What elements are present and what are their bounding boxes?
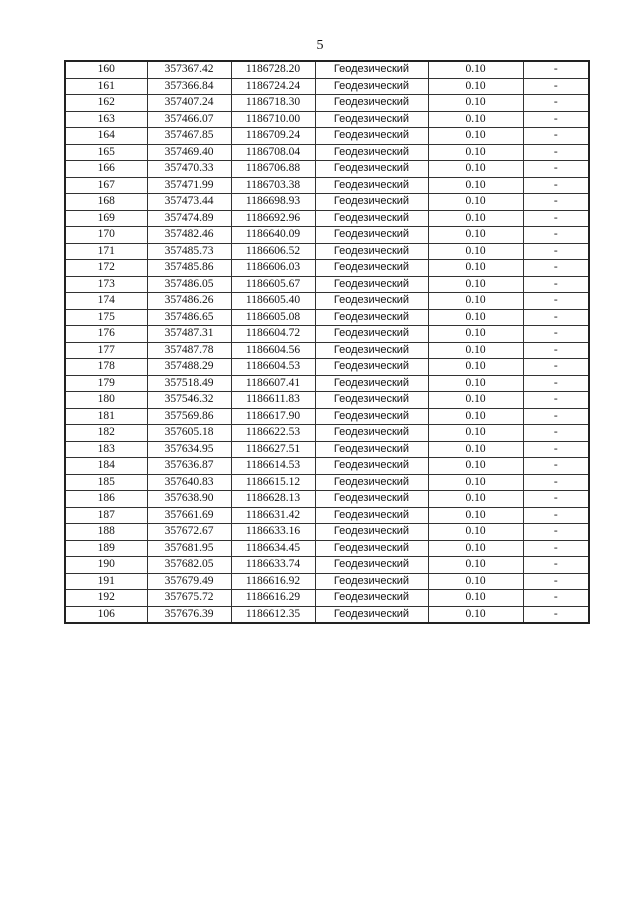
y-coordinate-cell: 1186604.53 (231, 359, 315, 376)
x-coordinate-cell: 357471.99 (147, 177, 231, 194)
description-cell: - (523, 177, 589, 194)
point-number-cell: 183 (65, 441, 147, 458)
method-cell: Геодезический (315, 95, 428, 112)
point-number-cell: 187 (65, 507, 147, 524)
x-coordinate-cell: 357482.46 (147, 227, 231, 244)
point-number-cell: 160 (65, 61, 147, 78)
accuracy-cell: 0.10 (428, 111, 523, 128)
coordinates-table (64, 60, 590, 624)
point-number-cell: 184 (65, 458, 147, 475)
point-number-cell: 177 (65, 342, 147, 359)
y-coordinate-cell: 1186718.30 (231, 95, 315, 112)
accuracy-cell: 0.10 (428, 227, 523, 244)
table-row (65, 243, 589, 260)
description-cell: - (523, 260, 589, 277)
y-coordinate-cell: 1186728.20 (231, 61, 315, 78)
description-cell: - (523, 458, 589, 475)
description-cell: - (523, 227, 589, 244)
accuracy-cell: 0.10 (428, 95, 523, 112)
table-row (65, 210, 589, 227)
description-cell: - (523, 309, 589, 326)
x-coordinate-cell: 357487.78 (147, 342, 231, 359)
page-number: 5 (316, 38, 324, 53)
accuracy-cell: 0.10 (428, 61, 523, 78)
y-coordinate-cell: 1186708.04 (231, 144, 315, 161)
description-cell: - (523, 359, 589, 376)
y-coordinate-cell: 1186724.24 (231, 78, 315, 95)
y-coordinate-cell: 1186616.92 (231, 573, 315, 590)
point-number-cell: 163 (65, 111, 147, 128)
method-cell: Геодезический (315, 458, 428, 475)
y-coordinate-cell: 1186634.45 (231, 540, 315, 557)
point-number-cell: 178 (65, 359, 147, 376)
point-number-cell: 170 (65, 227, 147, 244)
x-coordinate-cell: 357470.33 (147, 161, 231, 178)
table-row (65, 111, 589, 128)
accuracy-cell: 0.10 (428, 293, 523, 310)
table-row (65, 507, 589, 524)
description-cell: - (523, 210, 589, 227)
point-number-cell: 176 (65, 326, 147, 343)
accuracy-cell: 0.10 (428, 194, 523, 211)
table-row (65, 606, 589, 623)
method-cell: Геодезический (315, 524, 428, 541)
description-cell: - (523, 507, 589, 524)
x-coordinate-cell: 357676.39 (147, 606, 231, 623)
method-cell: Геодезический (315, 61, 428, 78)
x-coordinate-cell: 357467.85 (147, 128, 231, 145)
point-number-cell: 161 (65, 78, 147, 95)
x-coordinate-cell: 357486.05 (147, 276, 231, 293)
table-row (65, 194, 589, 211)
y-coordinate-cell: 1186616.29 (231, 590, 315, 607)
accuracy-cell: 0.10 (428, 524, 523, 541)
y-coordinate-cell: 1186622.53 (231, 425, 315, 442)
accuracy-cell: 0.10 (428, 507, 523, 524)
point-number-cell: 180 (65, 392, 147, 409)
table-row (65, 177, 589, 194)
y-coordinate-cell: 1186605.08 (231, 309, 315, 326)
method-cell: Геодезический (315, 573, 428, 590)
x-coordinate-cell: 357518.49 (147, 375, 231, 392)
point-number-cell: 168 (65, 194, 147, 211)
x-coordinate-cell: 357367.42 (147, 61, 231, 78)
accuracy-cell: 0.10 (428, 557, 523, 574)
description-cell: - (523, 326, 589, 343)
method-cell: Геодезический (315, 293, 428, 310)
table-row (65, 524, 589, 541)
method-cell: Геодезический (315, 342, 428, 359)
y-coordinate-cell: 1186631.42 (231, 507, 315, 524)
point-number-cell: 167 (65, 177, 147, 194)
accuracy-cell: 0.10 (428, 260, 523, 277)
description-cell: - (523, 243, 589, 260)
x-coordinate-cell: 357546.32 (147, 392, 231, 409)
table-row (65, 342, 589, 359)
table-row (65, 293, 589, 310)
description-cell: - (523, 392, 589, 409)
method-cell: Геодезический (315, 161, 428, 178)
description-cell: - (523, 491, 589, 508)
point-number-cell: 189 (65, 540, 147, 557)
description-cell: - (523, 161, 589, 178)
accuracy-cell: 0.10 (428, 144, 523, 161)
point-number-cell: 179 (65, 375, 147, 392)
coordinates-table-container (64, 60, 588, 624)
point-number-cell: 164 (65, 128, 147, 145)
method-cell: Геодезический (315, 227, 428, 244)
accuracy-cell: 0.10 (428, 474, 523, 491)
point-number-cell: 169 (65, 210, 147, 227)
method-cell: Геодезический (315, 590, 428, 607)
description-cell: - (523, 606, 589, 623)
x-coordinate-cell: 357487.31 (147, 326, 231, 343)
table-row (65, 95, 589, 112)
y-coordinate-cell: 1186605.40 (231, 293, 315, 310)
method-cell: Геодезический (315, 474, 428, 491)
table-row (65, 276, 589, 293)
method-cell: Геодезический (315, 111, 428, 128)
point-number-cell: 166 (65, 161, 147, 178)
description-cell: - (523, 144, 589, 161)
table-row (65, 590, 589, 607)
y-coordinate-cell: 1186698.93 (231, 194, 315, 211)
y-coordinate-cell: 1186640.09 (231, 227, 315, 244)
method-cell: Геодезический (315, 128, 428, 145)
x-coordinate-cell: 357473.44 (147, 194, 231, 211)
description-cell: - (523, 128, 589, 145)
x-coordinate-cell: 357679.49 (147, 573, 231, 590)
x-coordinate-cell: 357636.87 (147, 458, 231, 475)
method-cell: Геодезический (315, 78, 428, 95)
accuracy-cell: 0.10 (428, 606, 523, 623)
y-coordinate-cell: 1186703.38 (231, 177, 315, 194)
description-cell: - (523, 342, 589, 359)
point-number-cell: 191 (65, 573, 147, 590)
table-row (65, 573, 589, 590)
point-number-cell: 165 (65, 144, 147, 161)
x-coordinate-cell: 357485.86 (147, 260, 231, 277)
table-row (65, 540, 589, 557)
x-coordinate-cell: 357634.95 (147, 441, 231, 458)
x-coordinate-cell: 357466.07 (147, 111, 231, 128)
method-cell: Геодезический (315, 606, 428, 623)
table-row (65, 557, 589, 574)
method-cell: Геодезический (315, 425, 428, 442)
description-cell: - (523, 557, 589, 574)
y-coordinate-cell: 1186604.56 (231, 342, 315, 359)
table-row (65, 491, 589, 508)
table-row (65, 375, 589, 392)
method-cell: Геодезический (315, 507, 428, 524)
table-row (65, 392, 589, 409)
accuracy-cell: 0.10 (428, 359, 523, 376)
x-coordinate-cell: 357486.26 (147, 293, 231, 310)
method-cell: Геодезический (315, 276, 428, 293)
description-cell: - (523, 95, 589, 112)
y-coordinate-cell: 1186709.24 (231, 128, 315, 145)
accuracy-cell: 0.10 (428, 540, 523, 557)
accuracy-cell: 0.10 (428, 342, 523, 359)
x-coordinate-cell: 357569.86 (147, 408, 231, 425)
y-coordinate-cell: 1186633.74 (231, 557, 315, 574)
accuracy-cell: 0.10 (428, 309, 523, 326)
table-row (65, 260, 589, 277)
table-row (65, 309, 589, 326)
point-number-cell: 171 (65, 243, 147, 260)
accuracy-cell: 0.10 (428, 458, 523, 475)
method-cell: Геодезический (315, 375, 428, 392)
accuracy-cell: 0.10 (428, 573, 523, 590)
description-cell: - (523, 425, 589, 442)
table-row (65, 128, 589, 145)
x-coordinate-cell: 357681.95 (147, 540, 231, 557)
accuracy-cell: 0.10 (428, 590, 523, 607)
table-row (65, 227, 589, 244)
method-cell: Геодезический (315, 557, 428, 574)
description-cell: - (523, 474, 589, 491)
accuracy-cell: 0.10 (428, 128, 523, 145)
x-coordinate-cell: 357682.05 (147, 557, 231, 574)
description-cell: - (523, 111, 589, 128)
y-coordinate-cell: 1186607.41 (231, 375, 315, 392)
method-cell: Геодезический (315, 260, 428, 277)
y-coordinate-cell: 1186605.67 (231, 276, 315, 293)
x-coordinate-cell: 357488.29 (147, 359, 231, 376)
method-cell: Геодезический (315, 210, 428, 227)
y-coordinate-cell: 1186627.51 (231, 441, 315, 458)
method-cell: Геодезический (315, 309, 428, 326)
y-coordinate-cell: 1186611.83 (231, 392, 315, 409)
x-coordinate-cell: 357640.83 (147, 474, 231, 491)
description-cell: - (523, 590, 589, 607)
method-cell: Геодезический (315, 540, 428, 557)
x-coordinate-cell: 357661.69 (147, 507, 231, 524)
y-coordinate-cell: 1186614.53 (231, 458, 315, 475)
accuracy-cell: 0.10 (428, 326, 523, 343)
method-cell: Геодезический (315, 392, 428, 409)
table-row (65, 326, 589, 343)
description-cell: - (523, 573, 589, 590)
description-cell: - (523, 78, 589, 95)
x-coordinate-cell: 357366.84 (147, 78, 231, 95)
description-cell: - (523, 540, 589, 557)
table-row (65, 144, 589, 161)
accuracy-cell: 0.10 (428, 425, 523, 442)
x-coordinate-cell: 357469.40 (147, 144, 231, 161)
accuracy-cell: 0.10 (428, 392, 523, 409)
x-coordinate-cell: 357675.72 (147, 590, 231, 607)
method-cell: Геодезический (315, 441, 428, 458)
y-coordinate-cell: 1186617.90 (231, 408, 315, 425)
y-coordinate-cell: 1186710.00 (231, 111, 315, 128)
accuracy-cell: 0.10 (428, 177, 523, 194)
x-coordinate-cell: 357672.67 (147, 524, 231, 541)
method-cell: Геодезический (315, 177, 428, 194)
point-number-cell: 174 (65, 293, 147, 310)
x-coordinate-cell: 357605.18 (147, 425, 231, 442)
point-number-cell: 188 (65, 524, 147, 541)
table-row (65, 441, 589, 458)
point-number-cell: 181 (65, 408, 147, 425)
description-cell: - (523, 524, 589, 541)
method-cell: Геодезический (315, 326, 428, 343)
accuracy-cell: 0.10 (428, 210, 523, 227)
table-row (65, 408, 589, 425)
method-cell: Геодезический (315, 194, 428, 211)
point-number-cell: 106 (65, 606, 147, 623)
table-row (65, 458, 589, 475)
y-coordinate-cell: 1186612.35 (231, 606, 315, 623)
method-cell: Геодезический (315, 243, 428, 260)
x-coordinate-cell: 357407.24 (147, 95, 231, 112)
accuracy-cell: 0.10 (428, 375, 523, 392)
method-cell: Геодезический (315, 359, 428, 376)
point-number-cell: 182 (65, 425, 147, 442)
point-number-cell: 185 (65, 474, 147, 491)
table-row (65, 78, 589, 95)
y-coordinate-cell: 1186604.72 (231, 326, 315, 343)
method-cell: Геодезический (315, 144, 428, 161)
table-row (65, 359, 589, 376)
y-coordinate-cell: 1186606.03 (231, 260, 315, 277)
accuracy-cell: 0.10 (428, 441, 523, 458)
point-number-cell: 190 (65, 557, 147, 574)
accuracy-cell: 0.10 (428, 161, 523, 178)
x-coordinate-cell: 357485.73 (147, 243, 231, 260)
table-row (65, 61, 589, 78)
y-coordinate-cell: 1186706.88 (231, 161, 315, 178)
description-cell: - (523, 408, 589, 425)
method-cell: Геодезический (315, 491, 428, 508)
y-coordinate-cell: 1186628.13 (231, 491, 315, 508)
point-number-cell: 172 (65, 260, 147, 277)
table-row (65, 474, 589, 491)
description-cell: - (523, 441, 589, 458)
table-row (65, 425, 589, 442)
y-coordinate-cell: 1186633.16 (231, 524, 315, 541)
accuracy-cell: 0.10 (428, 408, 523, 425)
table-body (65, 61, 589, 623)
x-coordinate-cell: 357638.90 (147, 491, 231, 508)
y-coordinate-cell: 1186606.52 (231, 243, 315, 260)
point-number-cell: 186 (65, 491, 147, 508)
accuracy-cell: 0.10 (428, 276, 523, 293)
point-number-cell: 192 (65, 590, 147, 607)
method-cell: Геодезический (315, 408, 428, 425)
description-cell: - (523, 276, 589, 293)
description-cell: - (523, 61, 589, 78)
accuracy-cell: 0.10 (428, 243, 523, 260)
table-row (65, 161, 589, 178)
y-coordinate-cell: 1186692.96 (231, 210, 315, 227)
description-cell: - (523, 375, 589, 392)
accuracy-cell: 0.10 (428, 491, 523, 508)
x-coordinate-cell: 357486.65 (147, 309, 231, 326)
x-coordinate-cell: 357474.89 (147, 210, 231, 227)
point-number-cell: 162 (65, 95, 147, 112)
point-number-cell: 173 (65, 276, 147, 293)
description-cell: - (523, 293, 589, 310)
point-number-cell: 175 (65, 309, 147, 326)
description-cell: - (523, 194, 589, 211)
y-coordinate-cell: 1186615.12 (231, 474, 315, 491)
accuracy-cell: 0.10 (428, 78, 523, 95)
